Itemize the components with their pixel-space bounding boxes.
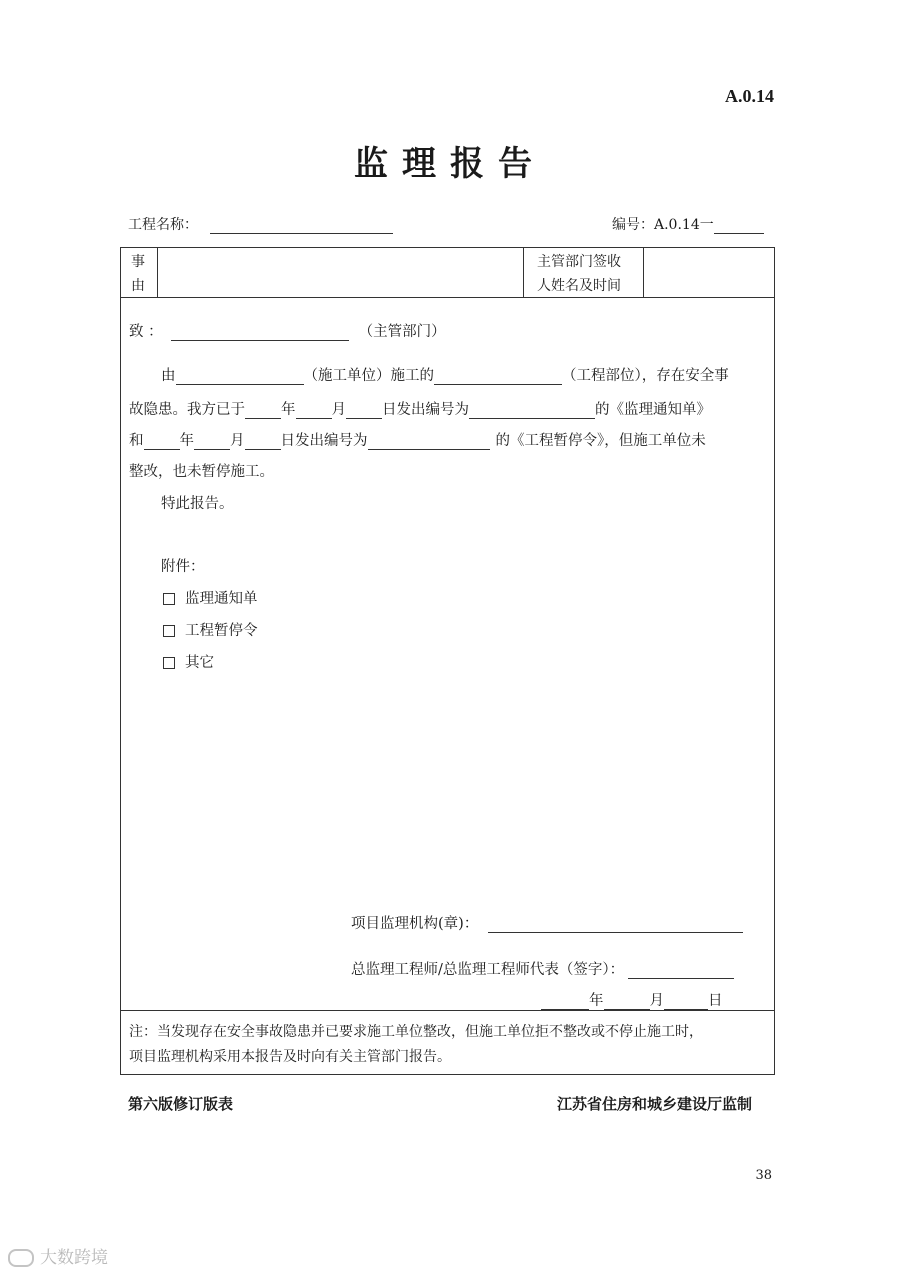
matter-label: 事 由: [131, 254, 145, 294]
footer-edition: 第六版修订版表: [128, 1095, 234, 1113]
divider: [523, 248, 524, 297]
notice-number-field[interactable]: [469, 404, 595, 419]
page-title: 监理报告: [354, 144, 546, 184]
checkbox[interactable]: [163, 657, 175, 669]
notice-day-field[interactable]: [346, 404, 382, 419]
signature-label: 主管部门签收 人姓名及时间: [537, 254, 621, 294]
watermark: 大数跨境: [8, 1243, 108, 1268]
closing-remark: 特此报告。: [161, 496, 234, 512]
report-form: [120, 247, 775, 1075]
paragraph-line-4: 整改，也未暂停施工。: [129, 464, 274, 480]
suspension-year-field[interactable]: [144, 435, 180, 450]
note-line-1: 注：当发现存在安全事故隐患并已要求施工单位整改，但施工单位拒不整改或不停止施工时，: [129, 1024, 703, 1040]
divider: [121, 1010, 774, 1011]
page-number: 38: [755, 1168, 772, 1183]
suspension-number-field[interactable]: [368, 435, 490, 450]
matter-field[interactable]: [159, 249, 521, 295]
addressee-line: 致 ： （主管部门）: [129, 324, 446, 340]
watermark-logo-icon: [8, 1249, 34, 1267]
chief-engineer-signature-field[interactable]: [628, 964, 734, 979]
project-name-row: [128, 214, 393, 234]
work-part-field[interactable]: [434, 370, 562, 385]
checkbox[interactable]: [163, 593, 175, 605]
form-number-row: [612, 214, 764, 234]
report-date-line: 年 月 日: [541, 989, 723, 1010]
form-number-field[interactable]: [714, 219, 764, 234]
project-name-label: 工程名称：: [128, 217, 198, 233]
attachment-item[interactable]: 监理通知单: [163, 587, 258, 608]
report-year-field[interactable]: [541, 995, 589, 1010]
attachment-item[interactable]: 工程暂停令: [163, 619, 258, 640]
supervision-org-field[interactable]: [488, 918, 743, 933]
footer-issuer: 江苏省住房和城乡建设厅监制: [557, 1095, 753, 1113]
paragraph-line-3: 和 年 月 日发出编号为 的《工程暂停令》，但施工单位未: [129, 433, 706, 449]
report-day-field[interactable]: [664, 995, 708, 1010]
contractor-field[interactable]: [176, 370, 304, 385]
attachments-label: 附件：: [161, 559, 205, 575]
chief-engineer-line: 总监理工程师/总监理工程师代表（签字）：: [351, 958, 734, 979]
notice-month-field[interactable]: [296, 404, 332, 419]
signature-field[interactable]: [645, 249, 773, 295]
department-field[interactable]: [171, 326, 349, 341]
checkbox[interactable]: [163, 625, 175, 637]
divider: [121, 297, 774, 298]
suspension-month-field[interactable]: [194, 435, 230, 450]
supervision-org-line: 项目监理机构(章)：: [351, 912, 743, 933]
note-line-2: 项目监理机构采用本报告及时向有关主管部门报告。: [129, 1049, 451, 1065]
attachment-item[interactable]: 其它: [163, 651, 214, 672]
divider: [157, 248, 158, 297]
project-name-field[interactable]: [210, 219, 393, 234]
form-number-label: 编号：A.0.14一: [612, 217, 714, 233]
paragraph-line-1: 由 （施工单位）施工的 （工程部位），存在安全事: [161, 368, 729, 384]
suspension-day-field[interactable]: [245, 435, 281, 450]
notice-year-field[interactable]: [245, 404, 281, 419]
report-month-field[interactable]: [604, 995, 650, 1010]
divider: [643, 248, 644, 297]
form-code: A.0.14: [725, 86, 774, 106]
paragraph-line-2: 故隐患。我方已于 年 月 日发出编号为 的《监理通知单》: [129, 402, 711, 418]
